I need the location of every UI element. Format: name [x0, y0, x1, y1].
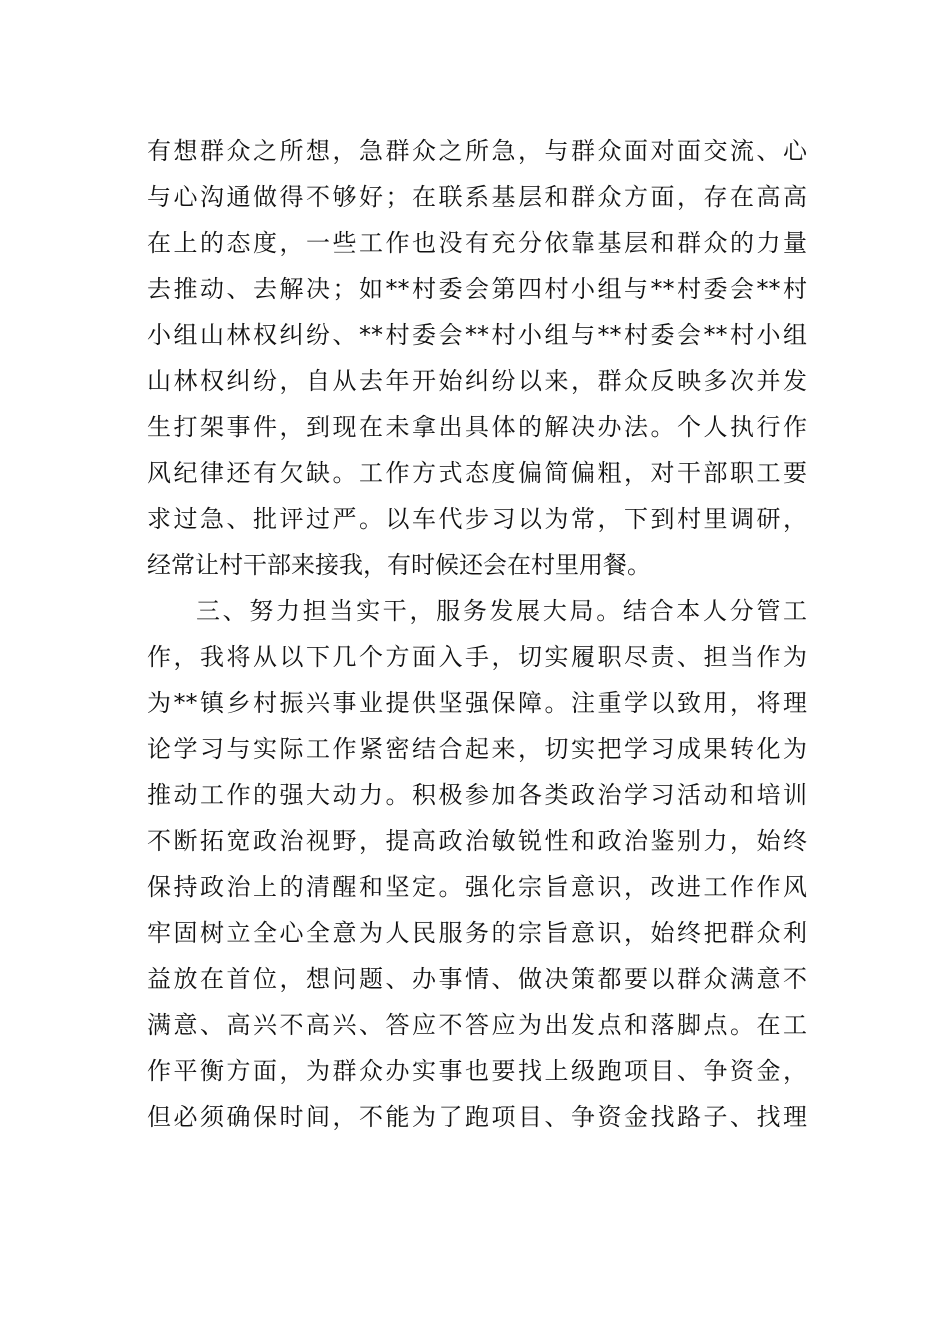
- text-line: 为**镇乡村振兴事业提供坚强保障。注重学以致用，将理: [147, 689, 807, 717]
- text-line: 作平衡方面，为群众办实事也要找上级跑项目、争资金，: [147, 1057, 807, 1085]
- text-line: 论学习与实际工作紧密结合起来，切实把学习成果转化为: [147, 735, 807, 763]
- text-line: 去推动、去解决；如**村委会第四村小组与**村委会**村: [147, 275, 807, 303]
- text-line: 经常让村干部来接我，有时候还会在村里用餐。: [147, 551, 651, 579]
- body-text: [147, 128, 807, 1140]
- text-line: 满意、高兴不高兴、答应不答应为出发点和落脚点。在工: [147, 1011, 807, 1039]
- text-line: 作，我将从以下几个方面入手，切实履职尽责、担当作为: [147, 643, 807, 671]
- text-line: 牢固树立全心全意为人民服务的宗旨意识，始终把群众利: [147, 919, 807, 947]
- text-line: 生打架事件，到现在未拿出具体的解决办法。个人执行作: [147, 413, 807, 441]
- text-line: 但必须确保时间，不能为了跑项目、争资金找路子、找理: [147, 1103, 807, 1131]
- text-line: 益放在首位，想问题、办事情、做决策都要以群众满意不: [147, 965, 807, 993]
- text-line: 推动工作的强大动力。积极参加各类政治学习活动和培训: [147, 781, 807, 809]
- text-line: 山林权纠纷，自从去年开始纠纷以来，群众反映多次并发: [147, 367, 807, 395]
- text-line: 求过急、批评过严。以车代步习以为常，下到村里调研，: [147, 505, 807, 533]
- text-line: 有想群众之所想，急群众之所急，与群众面对面交流、心: [147, 137, 807, 165]
- text-line: 在上的态度，一些工作也没有充分依靠基层和群众的力量: [147, 229, 807, 257]
- section-heading-line: 三、努力担当实干，服务发展大局。结合本人分管工: [196, 597, 807, 625]
- text-line: 与心沟通做得不够好；在联系基层和群众方面，存在高高: [147, 183, 807, 211]
- text-line: 保持政治上的清醒和坚定。强化宗旨意识，改进工作作风: [147, 873, 807, 901]
- text-line: 小组山林权纠纷、**村委会**村小组与**村委会**村小组: [147, 321, 807, 349]
- text-line: 风纪律还有欠缺。工作方式态度偏简偏粗，对干部职工要: [147, 459, 807, 487]
- text-line: 不断拓宽政治视野，提高政治敏锐性和政治鉴别力，始终: [147, 827, 807, 855]
